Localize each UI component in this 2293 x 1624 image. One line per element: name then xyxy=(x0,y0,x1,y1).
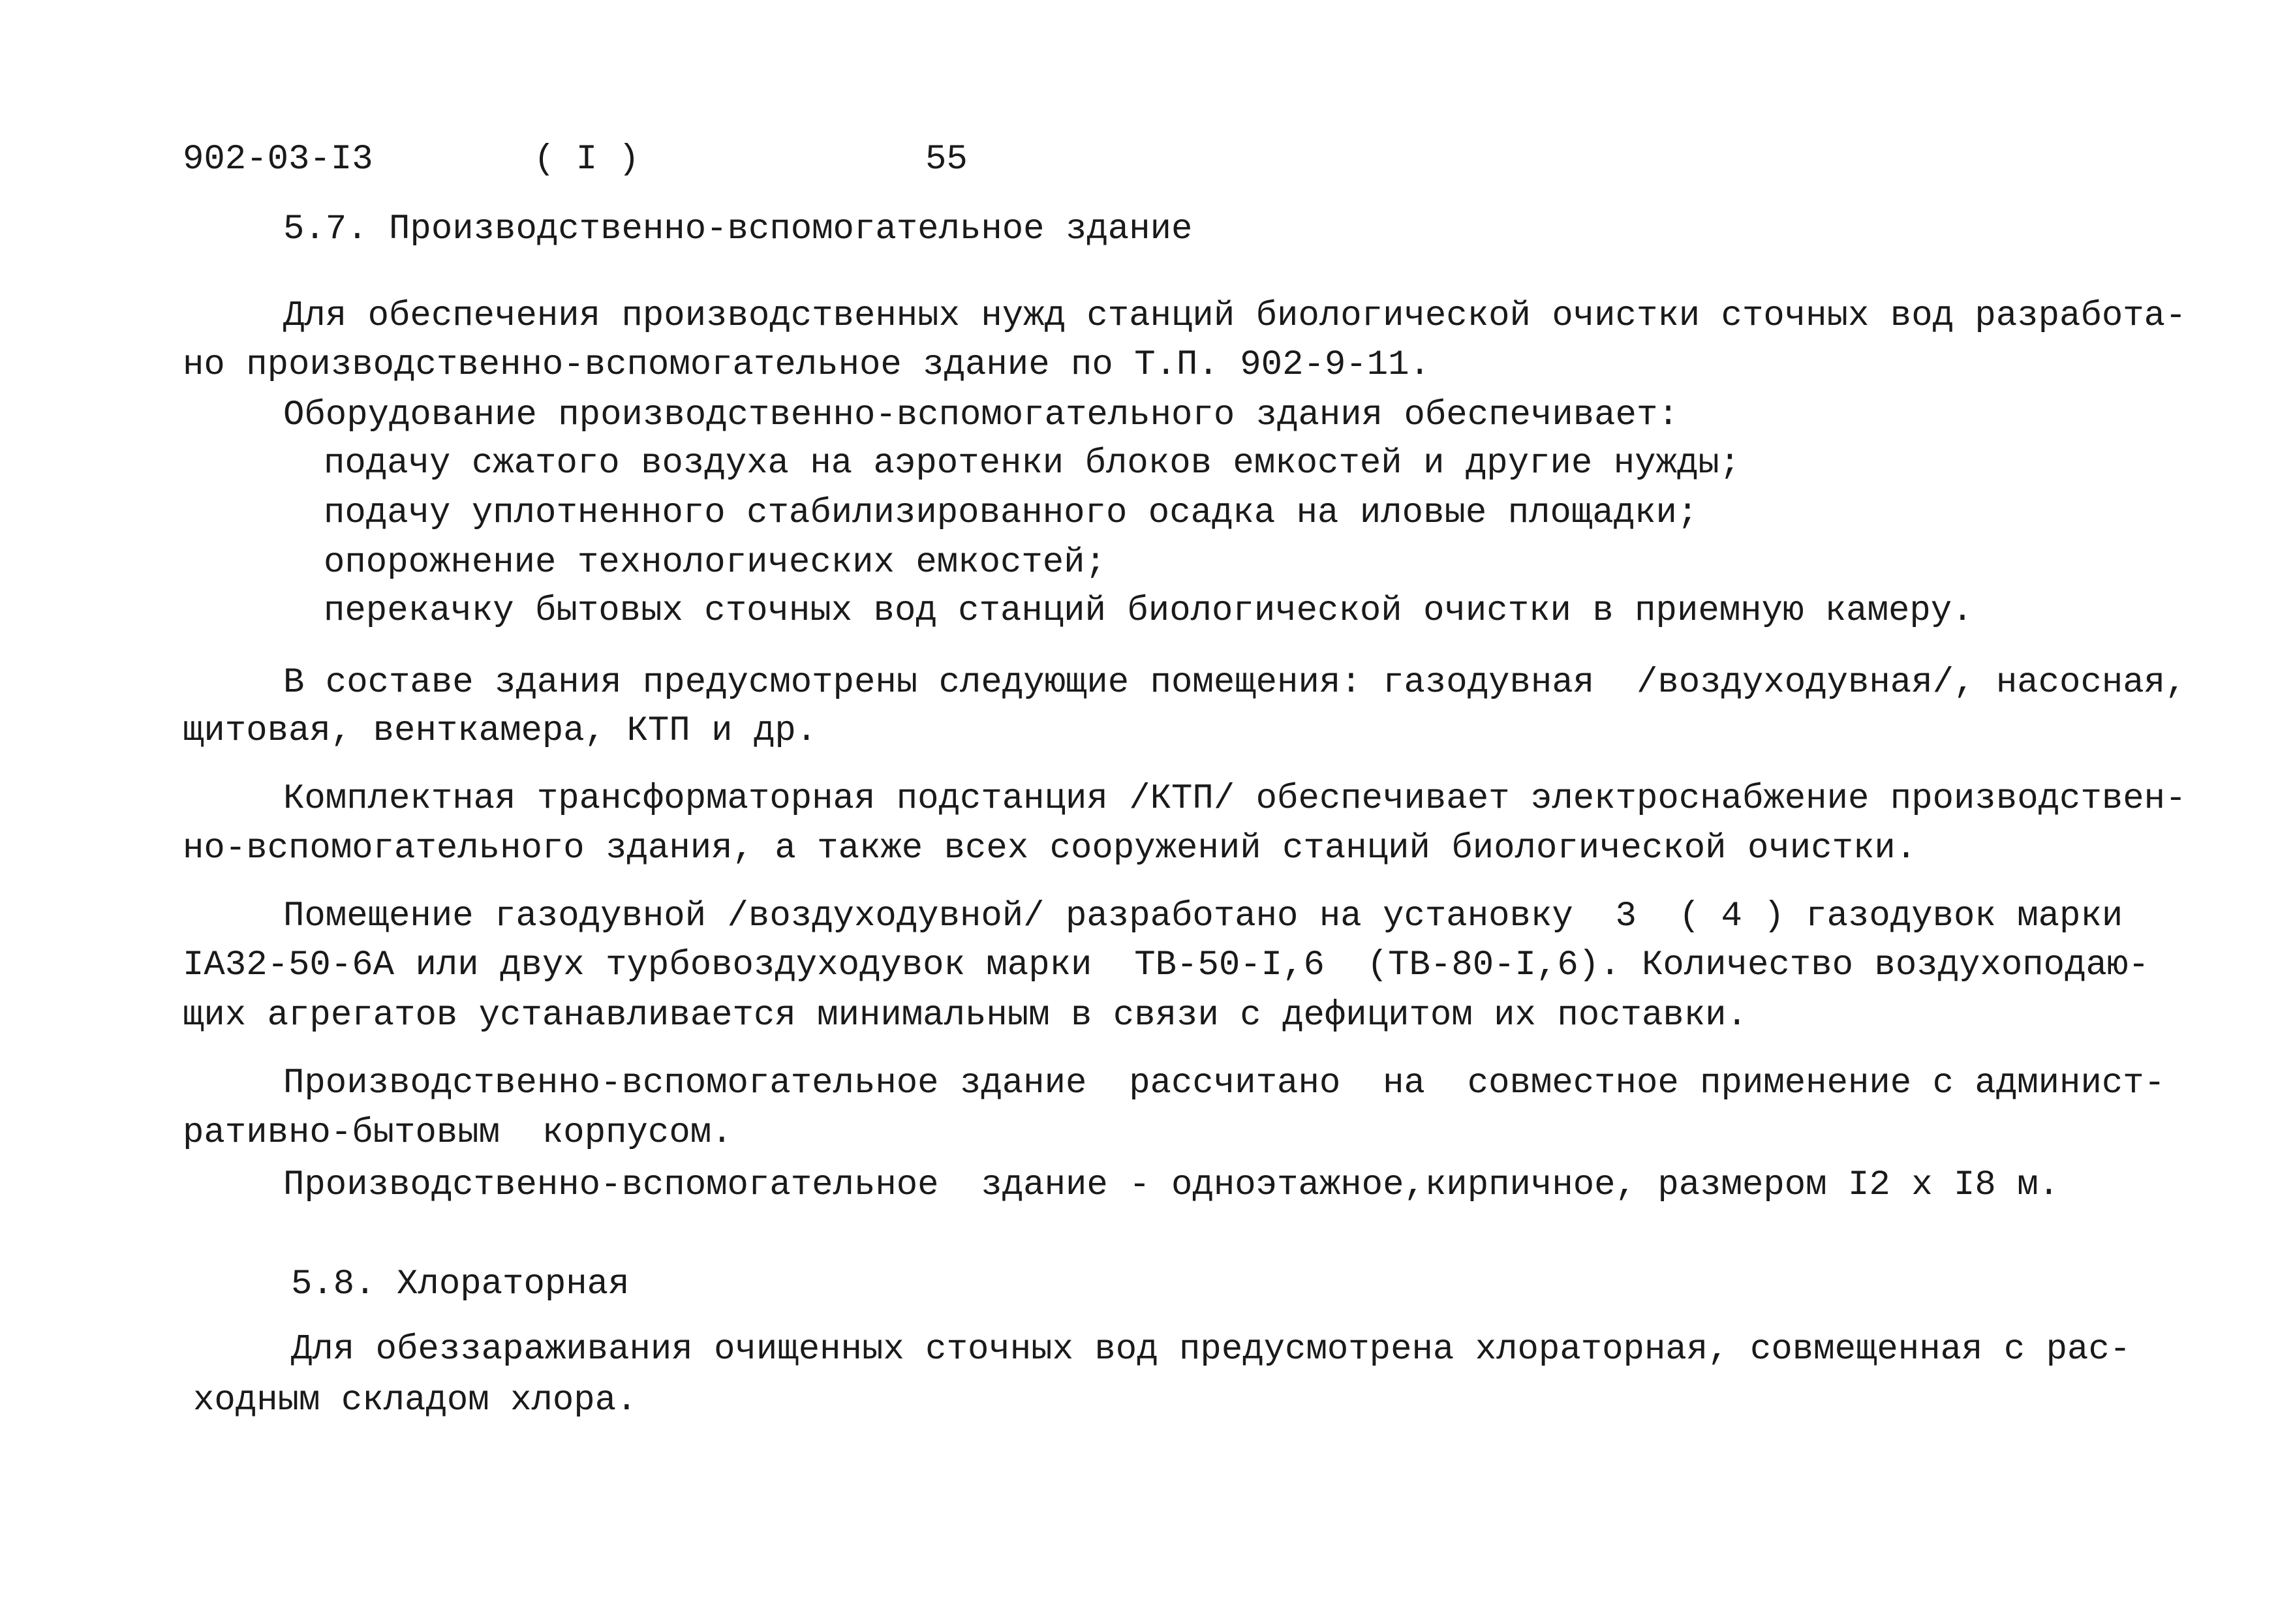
list-item: подачу сжатого воздуха на аэротенки блоков емкостей и другие нужды; xyxy=(324,444,1741,483)
paragraph-line: Производственно-вспомогательное здание рассчитано на совместное применение с админист- xyxy=(283,1064,2166,1103)
paragraph-line: Помещение газодувной /воздуходувной/ разработано на установку 3 ( 4 ) газодувок марки xyxy=(283,896,2123,936)
paragraph-line: Оборудование производственно-вспомогательного здания обеспечивает: xyxy=(283,395,1679,435)
paragraph-line: щих агрегатов устанавливается минимальным в связи с дефицитом их поставки. xyxy=(183,996,1747,1035)
paragraph-line: Для обеззараживания очищенных сточных вод предусмотрена хлораторная, совмещенная с рас- xyxy=(291,1330,2131,1370)
paragraph-line: Для обеспечения производственных нужд станций биологической очистки сточных вод разработа- xyxy=(283,296,2187,336)
paragraph-line: В составе здания предусмотрены следующие помещения: газодувная /воздуходувная/, насосная, xyxy=(283,663,2187,703)
document-code: 902-03-I3 xyxy=(183,140,373,179)
paragraph-line: Производственно-вспомогательное здание - одноэтажное,кирпичное, размером I2 x I8 м. xyxy=(283,1165,2060,1205)
document-part: ( I ) xyxy=(534,140,640,179)
paragraph-line: ходным складом хлора. xyxy=(193,1381,638,1420)
paragraph-line: IA32-50-6A или двух турбовоздуходувок марки ТВ-50-I,6 (ТВ-80-I,6). Количество воздухоподаю- xyxy=(183,945,2149,985)
paragraph-line: щитовая, венткамера, КТП и др. xyxy=(183,711,818,751)
paragraph-line: ративно-бытовым корпусом. xyxy=(183,1113,733,1153)
paragraph-line: Комплектная трансформаторная подстанция /КТП/ обеспечивает электроснабжение производствен- xyxy=(283,779,2187,819)
page-number: 55 xyxy=(925,140,968,179)
section-heading: 5.8. Хлораторная xyxy=(291,1264,630,1304)
list-item: подачу уплотненного стабилизированного осадка на иловые площадки; xyxy=(324,493,1699,533)
section-heading: 5.7. Производственно-вспомогательное здание xyxy=(283,209,1193,249)
paragraph-line: но-вспомогательного здания, а также всех сооружений станций биологической очистки. xyxy=(183,829,1917,868)
list-item: перекачку бытовых сточных вод станций биологической очистки в приемную камеру. xyxy=(324,591,1973,631)
paragraph-line: но производственно-вспомогательное здание по Т.П. 902-9-11. xyxy=(183,345,1430,385)
list-item: опорожнение технологических емкостей; xyxy=(324,543,1106,583)
